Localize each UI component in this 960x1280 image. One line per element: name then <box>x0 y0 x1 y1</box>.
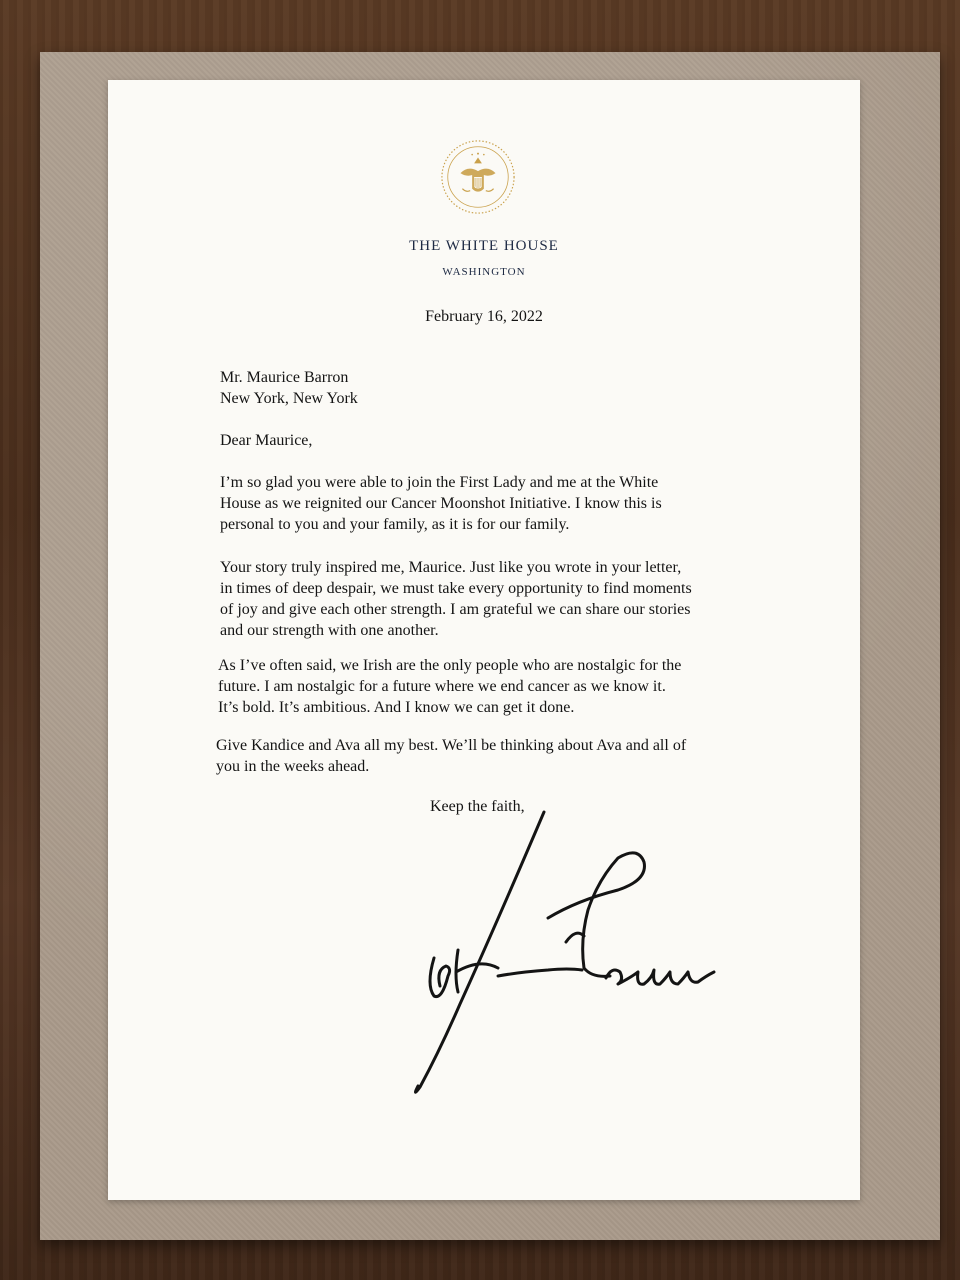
letter-paper <box>108 80 860 1200</box>
paragraph-line: It’s bold. It’s ambitious. And I know we can get it done. <box>218 699 575 716</box>
closing: Keep the faith, <box>430 798 525 815</box>
salutation: Dear Maurice, <box>220 432 313 449</box>
presidential-seal-icon <box>439 138 517 216</box>
recipient-name: Mr. Maurice Barron <box>220 369 349 386</box>
paragraph-line: Give Kandice and Ava all my best. We’ll be thinking about Ava and all of <box>216 737 687 754</box>
letter-date: February 16, 2022 <box>425 308 543 325</box>
paragraph-line: personal to you and your family, as it is for our family. <box>220 516 570 533</box>
paragraph-line: House as we reignited our Cancer Moonshot Initiative. I know this is <box>220 495 662 512</box>
recipient-location: New York, New York <box>220 390 358 407</box>
paragraph-line: and our strength with one another. <box>220 622 439 639</box>
paragraph-line: of joy and give each other strength. I am grateful we can share our stories <box>220 601 691 618</box>
paragraph-line: in times of deep despair, we must take every opportunity to find moments <box>220 580 692 597</box>
paragraph-line: future. I am nostalgic for a future where we end cancer as we know it. <box>218 678 666 695</box>
paragraph-line: you in the weeks ahead. <box>216 758 370 775</box>
letterhead-city: WASHINGTON <box>442 266 526 278</box>
paragraph-line: As I’ve often said, we Irish are the only people who are nostalgic for the <box>218 657 682 674</box>
paragraph-line: Your story truly inspired me, Maurice. Just like you wrote in your letter, <box>220 559 682 576</box>
handwritten-signature <box>348 800 728 1110</box>
letterhead-title: THE WHITE HOUSE <box>409 238 559 254</box>
paragraph-line: I’m so glad you were able to join the First Lady and me at the White <box>220 474 659 491</box>
